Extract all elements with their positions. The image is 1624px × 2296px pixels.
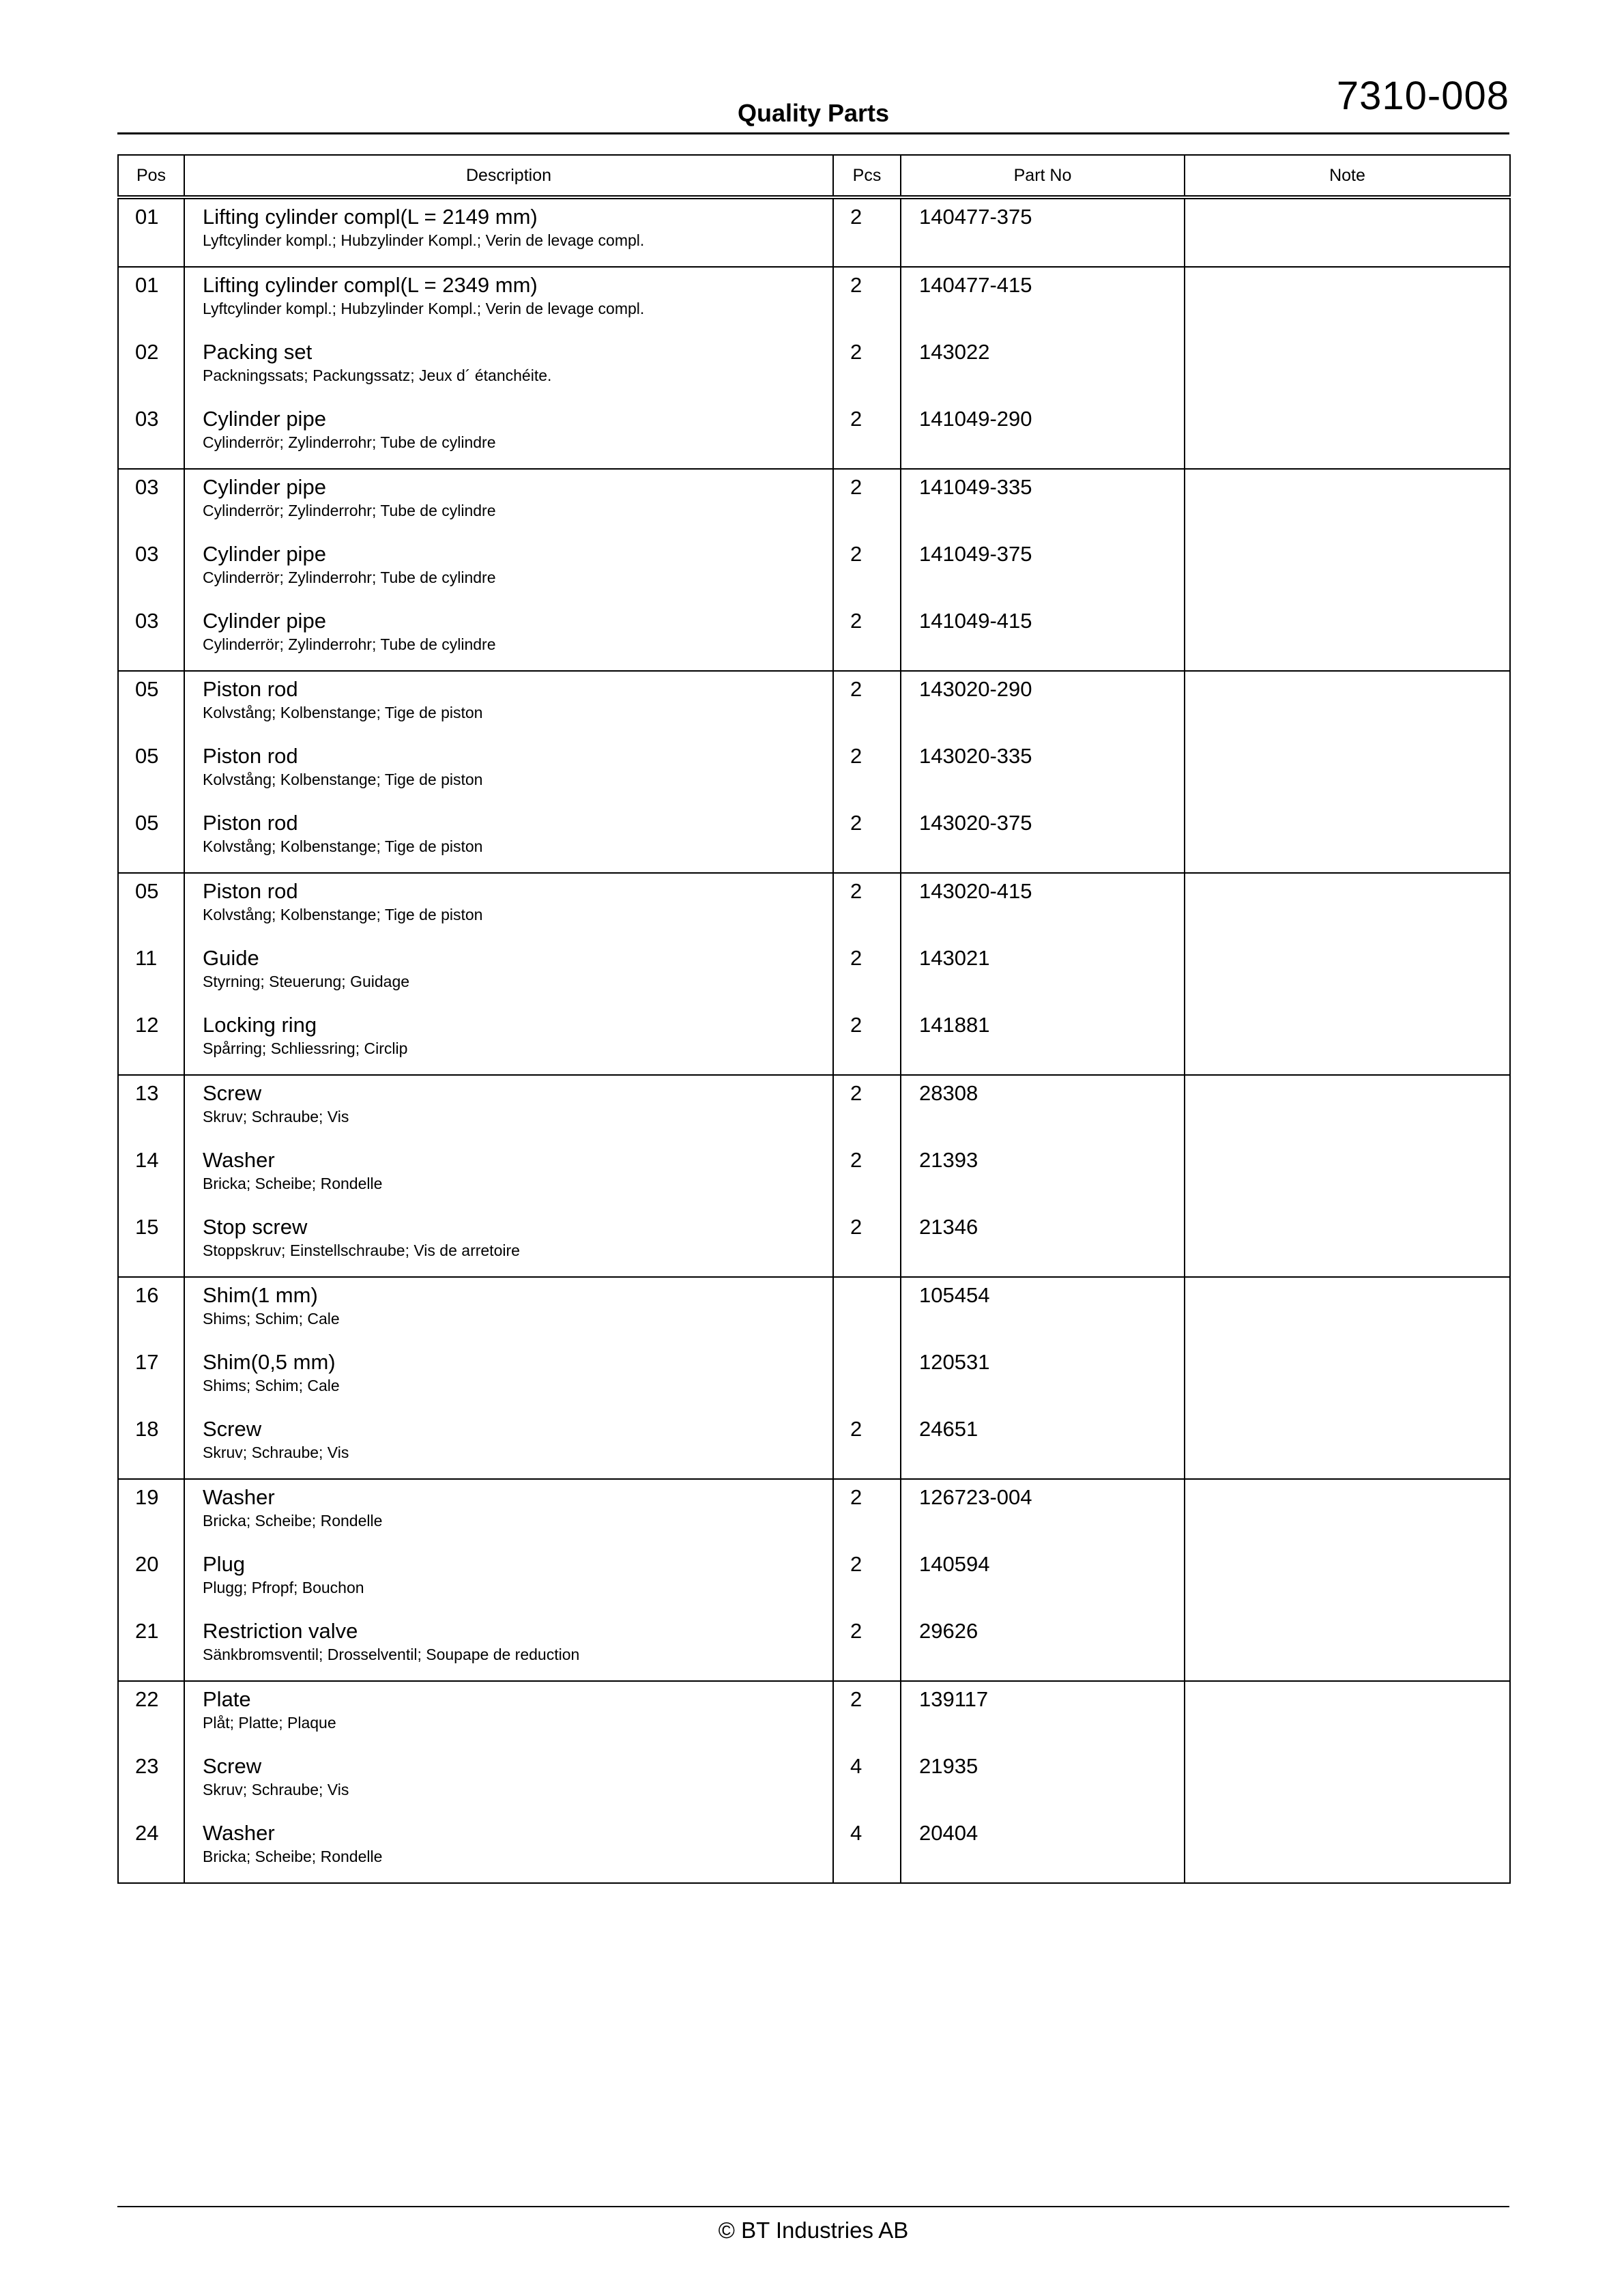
description-subtitle: Shims; Schim; Cale (203, 1310, 340, 1328)
row-pcs: 2 (833, 1411, 901, 1479)
description-main: Screw (203, 1417, 262, 1441)
row-note (1185, 873, 1510, 941)
row-part-no: 143020-375 (901, 805, 1185, 873)
table-row (118, 1816, 1510, 1883)
row-description (184, 1681, 833, 1749)
row-pos: 18 (118, 1411, 184, 1479)
row-part-no: 120531 (901, 1345, 1185, 1411)
row-pos: 05 (118, 738, 184, 805)
description-main: Shim(1 mm) (203, 1283, 318, 1307)
row-part-no: 143020-335 (901, 738, 1185, 805)
row-description (184, 267, 833, 334)
col-header-part-no: Part No (901, 155, 1185, 197)
row-pos: 02 (118, 334, 184, 401)
table-row (118, 536, 1510, 603)
row-pcs: 2 (833, 1613, 901, 1681)
row-pos: 12 (118, 1007, 184, 1075)
row-part-no: 105454 (901, 1277, 1185, 1345)
row-note (1185, 1143, 1510, 1209)
description-main: Lifting cylinder compl(L = 2349 mm) (203, 273, 538, 297)
row-description (184, 1479, 833, 1547)
row-note (1185, 197, 1510, 267)
row-note (1185, 401, 1510, 469)
table-row (118, 334, 1510, 401)
row-part-no: 141049-290 (901, 401, 1185, 469)
table-row (118, 1547, 1510, 1613)
row-part-no: 141049-415 (901, 603, 1185, 671)
description-main: Shim(0,5 mm) (203, 1350, 336, 1374)
col-header-pcs: Pcs (833, 155, 901, 197)
description-subtitle: Stoppskruv; Einstellschraube; Vis de arretoire (203, 1242, 520, 1259)
row-pos: 16 (118, 1277, 184, 1345)
title-rule (117, 132, 1509, 134)
row-pcs (833, 1345, 901, 1411)
row-part-no: 143020-415 (901, 873, 1185, 941)
row-pos: 05 (118, 873, 184, 941)
row-description (184, 1547, 833, 1613)
row-description (184, 1277, 833, 1345)
row-part-no: 143021 (901, 941, 1185, 1007)
table-row (118, 469, 1510, 536)
description-subtitle: Skruv; Schraube; Vis (203, 1108, 349, 1125)
row-description (184, 1411, 833, 1479)
description-main: Lifting cylinder compl(L = 2149 mm) (203, 205, 538, 229)
row-pos: 01 (118, 197, 184, 267)
row-pos: 05 (118, 805, 184, 873)
table-row (118, 1613, 1510, 1681)
table-row (118, 941, 1510, 1007)
row-note (1185, 1209, 1510, 1277)
row-description (184, 1143, 833, 1209)
description-main: Screw (203, 1081, 262, 1105)
row-pos: 03 (118, 536, 184, 603)
row-pcs: 2 (833, 1143, 901, 1209)
row-description (184, 1816, 833, 1883)
description-subtitle: Cylinderrör; Zylinderrohr; Tube de cylindre (203, 635, 496, 653)
row-note (1185, 1277, 1510, 1345)
row-part-no: 140477-415 (901, 267, 1185, 334)
row-note (1185, 1681, 1510, 1749)
row-note (1185, 1816, 1510, 1883)
row-pcs: 2 (833, 1209, 901, 1277)
row-pos: 21 (118, 1613, 184, 1681)
row-pcs: 2 (833, 671, 901, 738)
description-subtitle: Sänkbromsventil; Drosselventil; Soupape de reduction (203, 1646, 580, 1663)
description-main: Cylinder pipe (203, 542, 326, 566)
row-note (1185, 941, 1510, 1007)
row-pcs: 2 (833, 603, 901, 671)
description-main: Packing set (203, 340, 313, 364)
row-description (184, 334, 833, 401)
table-row (118, 738, 1510, 805)
row-pcs: 2 (833, 1479, 901, 1547)
row-part-no: 21393 (901, 1143, 1185, 1209)
row-part-no: 143020-290 (901, 671, 1185, 738)
row-note (1185, 1411, 1510, 1479)
row-note (1185, 603, 1510, 671)
row-pcs: 2 (833, 1075, 901, 1143)
description-main: Restriction valve (203, 1619, 358, 1643)
description-subtitle: Shims; Schim; Cale (203, 1377, 340, 1394)
row-pcs: 2 (833, 1007, 901, 1075)
description-main: Piston rod (203, 879, 298, 903)
row-part-no: 20404 (901, 1816, 1185, 1883)
row-pos: 17 (118, 1345, 184, 1411)
row-pcs: 2 (833, 1547, 901, 1613)
row-pcs: 2 (833, 334, 901, 401)
row-description (184, 536, 833, 603)
description-subtitle: Kolvstång; Kolbenstange; Tige de piston (203, 771, 483, 788)
description-subtitle: Packningssats; Packungssatz; Jeux d´ étanchéite. (203, 367, 552, 384)
description-main: Locking ring (203, 1013, 317, 1037)
description-subtitle: Bricka; Scheibe; Rondelle (203, 1175, 383, 1192)
row-pos: 15 (118, 1209, 184, 1277)
row-pos: 20 (118, 1547, 184, 1613)
description-subtitle: Cylinderrör; Zylinderrohr; Tube de cylindre (203, 433, 496, 451)
row-note (1185, 536, 1510, 603)
row-pcs: 2 (833, 267, 901, 334)
row-note (1185, 1479, 1510, 1547)
table-row (118, 1345, 1510, 1411)
row-part-no: 143022 (901, 334, 1185, 401)
row-description (184, 941, 833, 1007)
col-header-description: Description (184, 155, 833, 197)
row-description (184, 671, 833, 738)
table-row (118, 1411, 1510, 1479)
row-description (184, 1345, 833, 1411)
row-pos: 11 (118, 941, 184, 1007)
table-row (118, 1749, 1510, 1816)
parts-table-body (118, 197, 1510, 1883)
row-description (184, 1613, 833, 1681)
row-part-no: 139117 (901, 1681, 1185, 1749)
table-row (118, 1209, 1510, 1277)
description-main: Plate (203, 1687, 251, 1711)
row-pos: 05 (118, 671, 184, 738)
row-note (1185, 1345, 1510, 1411)
row-pos: 24 (118, 1816, 184, 1883)
description-subtitle: Bricka; Scheibe; Rondelle (203, 1848, 383, 1865)
table-row (118, 1007, 1510, 1075)
row-pcs: 2 (833, 401, 901, 469)
page-title: Quality Parts (737, 99, 890, 127)
table-header-row (118, 155, 1510, 197)
row-part-no: 24651 (901, 1411, 1185, 1479)
row-pcs: 2 (833, 536, 901, 603)
row-note (1185, 805, 1510, 873)
row-pos: 23 (118, 1749, 184, 1816)
description-subtitle: Plåt; Platte; Plaque (203, 1714, 336, 1732)
description-main: Washer (203, 1148, 275, 1172)
table-row (118, 1277, 1510, 1345)
row-note (1185, 1007, 1510, 1075)
row-description (184, 738, 833, 805)
description-main: Plug (203, 1552, 246, 1576)
doc-number: 7310-008 (1336, 74, 1509, 118)
row-note (1185, 1075, 1510, 1143)
row-description (184, 197, 833, 267)
row-description (184, 1075, 833, 1143)
description-subtitle: Bricka; Scheibe; Rondelle (203, 1512, 383, 1530)
row-pcs: 4 (833, 1816, 901, 1883)
row-pos: 14 (118, 1143, 184, 1209)
row-note (1185, 738, 1510, 805)
description-main: Piston rod (203, 811, 298, 835)
row-note (1185, 1749, 1510, 1816)
description-main: Washer (203, 1485, 275, 1509)
row-note (1185, 334, 1510, 401)
row-pcs: 2 (833, 805, 901, 873)
row-note (1185, 1613, 1510, 1681)
footer-copyright: © BT Industries AB (718, 2218, 909, 2243)
description-subtitle: Cylinderrör; Zylinderrohr; Tube de cylindre (203, 502, 496, 519)
row-part-no: 140477-375 (901, 197, 1185, 267)
row-part-no: 21346 (901, 1209, 1185, 1277)
row-pos: 03 (118, 401, 184, 469)
row-description (184, 1749, 833, 1816)
description-subtitle: Lyftcylinder kompl.; Hubzylinder Kompl.; Verin de levage compl. (203, 231, 645, 249)
description-main: Cylinder pipe (203, 475, 326, 499)
row-pcs: 2 (833, 469, 901, 536)
description-subtitle: Styrning; Steuerung; Guidage (203, 973, 410, 990)
description-subtitle: Kolvstång; Kolbenstange; Tige de piston (203, 906, 483, 923)
description-main: Guide (203, 946, 259, 970)
row-description (184, 873, 833, 941)
parts-table (117, 154, 1511, 1884)
footer-rule (117, 2206, 1509, 2207)
row-note (1185, 1547, 1510, 1613)
description-subtitle: Kolvstång; Kolbenstange; Tige de piston (203, 837, 483, 855)
row-part-no: 29626 (901, 1613, 1185, 1681)
table-row (118, 1681, 1510, 1749)
col-header-note: Note (1185, 155, 1510, 197)
description-main: Cylinder pipe (203, 407, 326, 431)
description-main: Screw (203, 1754, 262, 1778)
table-row (118, 1075, 1510, 1143)
row-pos: 22 (118, 1681, 184, 1749)
table-row (118, 267, 1510, 334)
table-row (118, 873, 1510, 941)
description-main: Piston rod (203, 744, 298, 768)
row-part-no: 28308 (901, 1075, 1185, 1143)
parts-table-container (117, 154, 1509, 1884)
row-pcs (833, 1277, 901, 1345)
row-note (1185, 671, 1510, 738)
description-main: Washer (203, 1821, 275, 1845)
row-pcs: 2 (833, 1681, 901, 1749)
row-pcs: 2 (833, 873, 901, 941)
table-row (118, 401, 1510, 469)
row-note (1185, 469, 1510, 536)
row-pos: 03 (118, 469, 184, 536)
row-description (184, 805, 833, 873)
row-pcs: 2 (833, 738, 901, 805)
description-subtitle: Skruv; Schraube; Vis (203, 1781, 349, 1798)
row-pos: 13 (118, 1075, 184, 1143)
table-row (118, 603, 1510, 671)
description-subtitle: Spårring; Schliessring; Circlip (203, 1039, 408, 1057)
description-main: Piston rod (203, 677, 298, 701)
row-part-no: 141049-375 (901, 536, 1185, 603)
description-subtitle: Kolvstång; Kolbenstange; Tige de piston (203, 704, 483, 721)
row-description (184, 1209, 833, 1277)
row-description (184, 603, 833, 671)
row-description (184, 401, 833, 469)
row-description (184, 469, 833, 536)
row-pos: 01 (118, 267, 184, 334)
row-description (184, 1007, 833, 1075)
row-pos: 03 (118, 603, 184, 671)
row-pcs: 2 (833, 197, 901, 267)
row-part-no: 126723-004 (901, 1479, 1185, 1547)
row-part-no: 141881 (901, 1007, 1185, 1075)
description-subtitle: Skruv; Schraube; Vis (203, 1444, 349, 1461)
row-pos: 19 (118, 1479, 184, 1547)
row-part-no: 21935 (901, 1749, 1185, 1816)
row-pcs: 4 (833, 1749, 901, 1816)
description-subtitle: Cylinderrör; Zylinderrohr; Tube de cylindre (203, 569, 496, 586)
row-note (1185, 267, 1510, 334)
description-main: Cylinder pipe (203, 609, 326, 633)
description-subtitle: Lyftcylinder kompl.; Hubzylinder Kompl.; Verin de levage compl. (203, 300, 645, 317)
row-part-no: 141049-335 (901, 469, 1185, 536)
description-subtitle: Plugg; Pfropf; Bouchon (203, 1579, 364, 1596)
row-part-no: 140594 (901, 1547, 1185, 1613)
description-main: Stop screw (203, 1215, 308, 1239)
table-row (118, 197, 1510, 267)
row-pcs: 2 (833, 941, 901, 1007)
col-header-pos: Pos (118, 155, 184, 197)
table-row (118, 805, 1510, 873)
table-row (118, 671, 1510, 738)
table-row (118, 1479, 1510, 1547)
table-row (118, 1143, 1510, 1209)
